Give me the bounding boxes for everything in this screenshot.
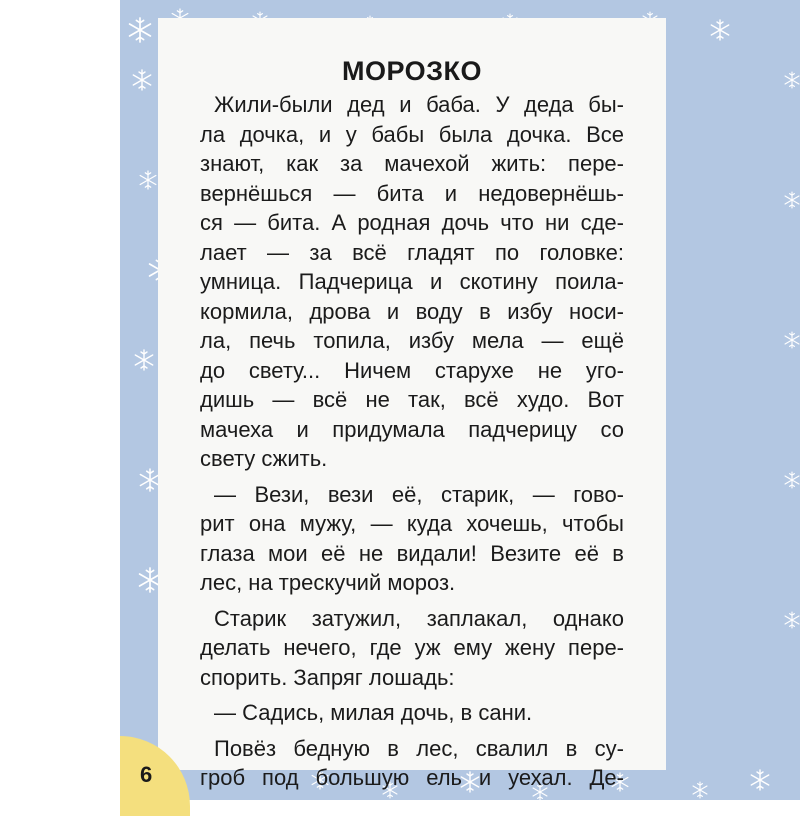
- text-line: умница. Падчерица и скотину поила-: [200, 269, 624, 294]
- snowflake-icon: [140, 469, 159, 491]
- snowflake-icon: [785, 72, 799, 88]
- text-line: ся — бита. А родная дочь что ни сде-: [200, 210, 624, 235]
- snowflake-icon: [135, 350, 152, 370]
- story-title: МОРОЗКО: [341, 56, 483, 86]
- snowflake-icon: [785, 192, 799, 208]
- text-line: Жили-были дед и баба. У деда бы-: [214, 92, 624, 117]
- snowflake-icon: [785, 332, 799, 348]
- snowflake-icon: [711, 20, 728, 40]
- snowflake-icon: [140, 171, 156, 189]
- text-line: до свету... Ничем старухе не уго-: [200, 357, 624, 383]
- text-line: лес, на трескучий мороз.: [200, 570, 456, 595]
- text-line: ла дочка, и у бабы была дочка. Все: [200, 121, 624, 147]
- snowflake-icon: [751, 770, 768, 790]
- text-line: Старик затужил, заплакал, однако: [214, 605, 624, 631]
- text-line: дишь — всё не так, всё худо. Вот: [200, 387, 624, 412]
- text-line: — Садись, милая дочь, в сани.: [214, 700, 533, 725]
- text-line: гроб под большую ель и уехал. Де-: [200, 765, 624, 790]
- snowflake-icon: [133, 70, 150, 90]
- text-line: — Вези, вези её, старик, — гово-: [214, 481, 624, 507]
- text-line: глаза мои её не видали! Везите её в: [200, 540, 624, 566]
- snowflake-icon: [693, 782, 707, 798]
- text-line: мачеха и придумала падчерицу со: [200, 416, 624, 442]
- snowflake-icon: [130, 18, 151, 42]
- text-line: кормила, дрова и воду в избу носи-: [200, 298, 624, 324]
- text-line: делать нечего, где уж ему жену пере-: [200, 635, 624, 660]
- snowflake-icon: [785, 472, 799, 488]
- text-line: Повёз бедную в лес, свалил в су-: [214, 735, 624, 761]
- snowflake-icon: [785, 612, 799, 628]
- text-line: спорить. Запряг лошадь:: [200, 664, 455, 690]
- text-line: лает — за всё гладят по головке:: [200, 239, 624, 265]
- text-line: ла, печь топила, избу мела — ещё: [200, 328, 624, 353]
- text-line: свету сжить.: [200, 446, 328, 471]
- page-number: 6: [140, 762, 153, 787]
- text-line: рит она мужу, — куда хочешь, чтобы: [200, 511, 624, 536]
- text-line: знают, как за мачехой жить: пере-: [200, 151, 624, 176]
- text-line: вернёшься — бита и недовернёшь-: [200, 180, 624, 206]
